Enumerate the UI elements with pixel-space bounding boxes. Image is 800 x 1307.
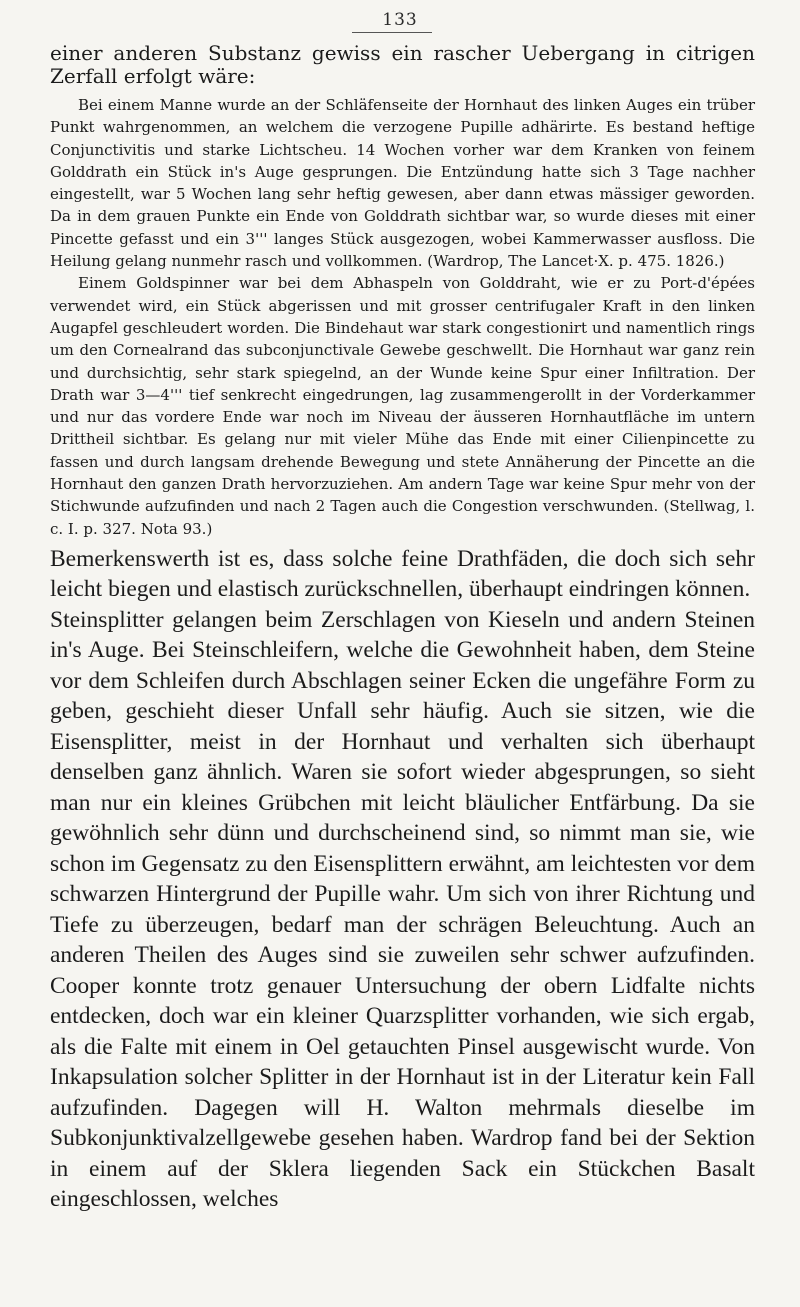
page-body: [50, 42, 755, 1215]
case-goldspinner-paragraph: Einem Goldspinner war bei dem Abhaspeln von Golddraht, wie er zu Port-d'épées verwendet wird, ein Stück abgerissen und mit grosser centrifugaler Kraft in den linken Augapfel geschleudert worden. Die Bindehaut war stark congestionirt und namentlich rings um den Cornealrand das subconjunctivale Gewebe geschwellt. Die Hornhaut war ganz rein und durchsichtig, sehr stark spiegelnd, an der Wunde keine Spur einer Infiltration. Der Drath war 3—4''' tief senkrecht eingedrungen, lag zusammengerollt in der Vorderkammer und nur das vordere Ende war noch im Niveau der äusseren Hornhautfläche im untern Drittheil sichtbar. Es gelang nur mit vieler Mühe das Ende mit einer Cilienpincette zu fassen und durch langsam drehende Bewegung und stete Annäherung der Pincette an die Hornhaut den ganzen Drath hervorzuziehen. Am andern Tage war keine Spur mehr von der Stichwunde aufzufinden und nach 2 Tagen auch die Congestion verschwunden. (Stellwag, l. c. I. p. 327. Nota 93.): [50, 274, 755, 538]
page-number: 133: [382, 10, 418, 30]
steinsplitter-paragraph: Steinsplitter gelangen beim Zerschlagen von Kieseln und andern Steinen in's Auge. Bei Steinschleifern, welche die Gewohnheit haben, dem Steine vor dem Schleifen durch Abschlagen seiner Ecken die ungefähre Form zu geben, geschieht dieser Unfall sehr häufig. Auch sie sitzen, wie die Eisensplitter, meist in der Hornhaut und verhalten sich überhaupt denselben ganz ähnlich. Waren sie sofort wieder abgesprungen, so sieht man nur ein kleines Grübchen mit leicht bläulicher Entfärbung. Da sie gewöhnlich sehr dünn und durchscheinend sind, so nimmt man sie, wie schon im Gegensatz zu den Eisensplittern erwähnt, am leichtesten vor dem schwarzen Hintergrund der Pupille wahr. Um sich von ihrer Richtung und Tiefe zu überzeugen, bedarf man der schrägen Beleuchtung. Auch an anderen Theilen des Auges sind sie zuweilen sehr schwer aufzufinden. Cooper konnte trotz genauer Untersuchung der obern Lidfalte nichts entdecken, doch war ein kleiner Quarzsplitter vorhanden, wie sich ergab, als die Falte mit einem in Oel getauchten Pinsel ausgewischt wurde. Von Inkapsulation solcher Splitter in der Hornhaut ist in der Literatur kein Fall aufzufinden. Dagegen will H. Walton mehrmals dieselbe im Subkonjunktivalzellgewebe gesehen haben. Wardrop fand bei der Sektion in einem auf der Sklera liegenden Sack ein Stückchen Basalt eingeschlossen, welches: [50, 606, 755, 1213]
remark-paragraph: Bemerkenswerth ist es, dass solche feine Drathfäden, die doch sich sehr leicht biegen und elastisch zurückschnellen, überhaupt eindringen können.: [50, 545, 755, 603]
case-golddrath-paragraph: Bei einem Manne wurde an der Schläfenseite der Hornhaut des linken Auges ein trüber Punkt wahrgenommen, an welchem die verzogene Pupille adhärirte. Es bestand heftige Conjunctivitis und starke Lichtscheu. 14 Wochen vorher war dem Kranken von feinem Golddrath ein Stück in's Auge gesprungen. Die Entzündung hatte sich 3 Tage nachher eingestellt, war 5 Wochen lang sehr heftig gewesen, aber dann etwas mässiger geworden. Da in dem grauen Punkte ein Ende von Golddrath sichtbar war, so wurde dieses mit einer Pincette gefasst und ein 3''' langes Stück ausgezogen, wobei Kammerwasser ausfloss. Die Heilung gelang nunmehr rasch und vollkommen. (Wardrop, The Lancet·X. p. 475. 1826.): [50, 96, 755, 271]
intro-paragraph: einer anderen Substanz gewiss ein rascher Uebergang in citrigen Zerfall erfolgt wäre:: [50, 41, 755, 88]
header-rule: [352, 32, 432, 33]
